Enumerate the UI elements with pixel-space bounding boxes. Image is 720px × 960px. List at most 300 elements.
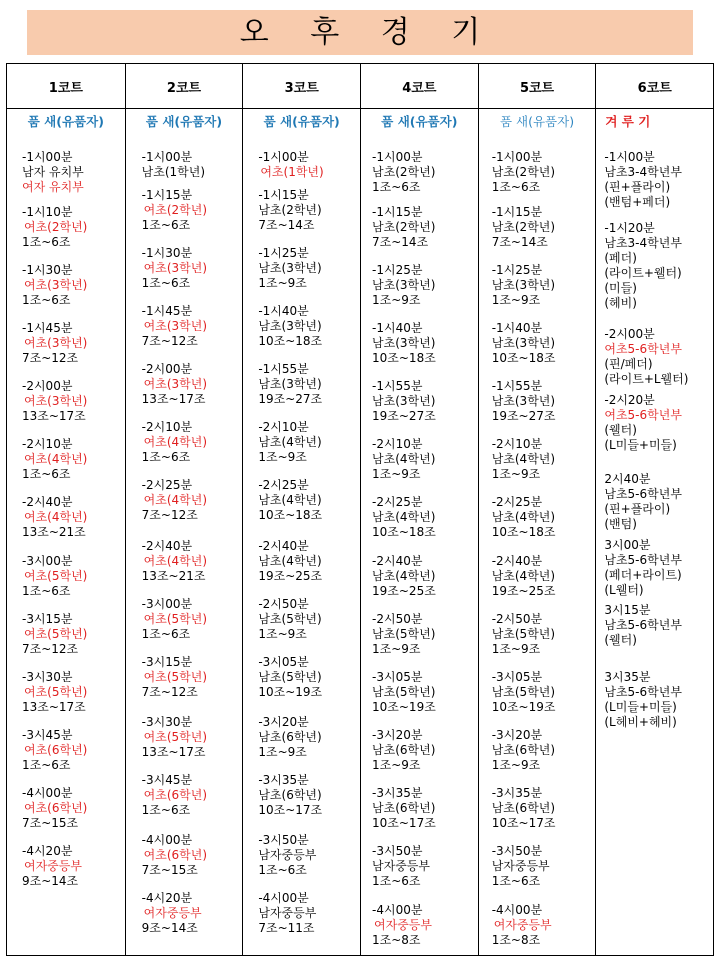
entry-groups: 1조~6조 [141,627,191,641]
schedule-entry [361,903,478,948]
entry-division: 남초5-6학년부 [604,553,682,567]
schedule-table [6,63,714,956]
entry-division: 남초(3학년) [258,261,322,275]
entry-division: 남초(4학년) [258,493,322,507]
entry-weight-class: (페더+라이트) [604,568,682,582]
entry-division: 여초(3학년) [143,377,208,391]
entry-time: -4시00분 [141,833,193,847]
entry-weight-class: (페더) [604,251,637,265]
entry-time: -4시20분 [141,891,193,905]
schedule-entry [479,786,596,831]
schedule-entry [479,554,596,599]
entry-time: -4시00분 [22,786,73,800]
schedule-entry [596,538,713,598]
entry-groups: 9조~14조 [22,874,79,888]
schedule-entry [479,321,596,366]
entry-time: -1시25분 [491,263,543,277]
entry-groups: 1조~9조 [258,450,307,464]
entry-division: 남초(6학년) [491,743,556,757]
entry-time: -1시00분 [491,150,543,164]
entry-groups: 1조~6조 [22,235,71,249]
entry-groups: 1조~6조 [141,276,191,290]
entry-division: 여초(5학년) [24,627,88,641]
entry-time: -1시15분 [372,205,423,219]
schedule-entry [126,150,243,180]
entry-time: -2시50분 [491,612,543,626]
entry-groups: 1조~9조 [491,758,541,772]
entry-division: 남초(3학년) [258,377,322,391]
schedule-entry [361,150,478,195]
schedule-entry [126,833,243,878]
entry-time: -1시15분 [491,205,543,219]
entry-weight-class: (핀/페더) [604,357,653,371]
entry-division: 여자중등부 [374,918,432,932]
entry-time: -1시55분 [372,379,423,393]
entry-division: 남초(3학년) [491,336,556,350]
entry-time: -3시20분 [372,728,423,742]
entry-groups: 13조~17조 [141,392,206,406]
court-header: 6코트 [596,64,713,109]
entry-weight-class: (핀+플라이) [604,502,671,516]
entry-division: 여초(4학년) [24,510,88,524]
entry-time: -2시10분 [22,437,73,451]
entry-division: 여초(2학년) [24,220,88,234]
entry-division: 남자 유치부 [22,165,84,179]
entry-time: -3시50분 [491,844,543,858]
entry-time: -3시00분 [22,554,73,568]
schedule-entry [126,246,243,291]
schedule-entry [7,263,125,308]
schedule-entry [243,715,360,760]
entry-division: 남초(4학년) [372,510,436,524]
entry-time: -1시00분 [604,150,655,164]
schedule-entry [596,603,713,648]
entry-division: 남초(5학년) [258,670,322,684]
schedule-entry [243,891,360,936]
entry-division: 여초(3학년) [24,336,88,350]
entry-groups: 13조~17조 [141,745,206,759]
schedule-entry [126,420,243,465]
entry-groups: 10조~18조 [491,351,556,365]
entry-time: 3시35분 [604,670,651,684]
entry-division: 남초(5학년) [491,685,556,699]
entry-groups: 7조~12조 [141,685,198,699]
entry-groups: 1조~8조 [372,933,421,947]
entry-division: 여초(3학년) [143,319,208,333]
entry-division: 여초(3학년) [24,278,88,292]
schedule-entry [361,321,478,366]
entry-time: -3시35분 [372,786,423,800]
court-header: 4코트 [361,64,478,109]
entry-division: 여자중등부 [143,906,202,920]
schedule-entry [7,728,125,773]
entry-weight-class: (라이트+L웰터) [604,372,689,386]
entry-groups: 9조~14조 [141,921,198,935]
entry-groups: 1조~6조 [22,584,71,598]
schedule-entry [361,612,478,657]
event-subtitle: 품 새(유품자) [263,114,340,129]
entry-groups: 1조~6조 [141,218,191,232]
entry-groups: 1조~9조 [258,745,307,759]
schedule-entry [479,728,596,773]
entry-time: -3시05분 [372,670,423,684]
schedule-entry [479,495,596,540]
entry-division: 남초(2학년) [372,220,436,234]
schedule-entry [7,437,125,482]
entry-division: 여초5-6학년부 [604,408,682,422]
schedule-entry [479,844,596,889]
schedule-entry [361,379,478,424]
schedule-entry [479,612,596,657]
entry-time: -3시35분 [491,786,543,800]
entry-groups: 13조~17조 [22,700,86,714]
schedule-entry [7,379,125,424]
entry-time: -2시40분 [258,539,309,553]
entry-groups: 1조~9조 [372,293,421,307]
entry-division: 여초5-6학년부 [604,342,682,356]
entry-groups: 1조~9조 [258,276,307,290]
entry-groups: 1조~6조 [258,863,307,877]
schedule-entry [361,728,478,773]
schedule-entry [126,304,243,349]
entry-division: 여초(4학년) [143,493,208,507]
schedule-entry [243,246,360,291]
entry-division: 남초(4학년) [372,569,436,583]
event-subtitle: 겨 루 기 [605,114,651,129]
entry-time: -2시00분 [604,327,655,341]
entry-division: 여초(6학년) [24,743,88,757]
entry-groups: 1조~6조 [22,467,71,481]
entry-groups: 10조~19조 [372,700,436,714]
schedule-entry [7,495,125,540]
entry-groups: 10조~17조 [372,816,436,830]
schedule-entry [361,786,478,831]
entry-time: -2시10분 [258,420,309,434]
entry-groups: 1조~6조 [372,180,421,194]
entry-groups: 7조~14조 [372,235,429,249]
entry-groups: 10조~18조 [258,334,323,348]
entry-division: 남초(5학년) [372,627,436,641]
entry-groups: 1조~6조 [22,758,71,772]
entry-groups: 1조~6조 [141,803,191,817]
entry-weight-class: (웰터) [604,423,637,437]
court-column-1 [7,64,125,955]
entry-time: -3시35분 [258,773,309,787]
entry-time: -3시20분 [258,715,309,729]
schedule-entry [7,670,125,715]
entry-division: 남자중등부 [491,859,550,873]
schedule-entry [243,655,360,700]
entry-time: -2시10분 [491,437,543,451]
entry-groups: 19조~27조 [258,392,323,406]
entry-division: 여초(4학년) [24,452,88,466]
entry-division: 남초(1학년) [141,165,206,179]
entry-time: -2시10분 [372,437,423,451]
entry-division: 여초(5학년) [24,685,88,699]
entry-groups: 10조~17조 [258,803,323,817]
schedule-entry [479,379,596,424]
entry-division: 남초(3학년) [491,394,556,408]
schedule-entry [243,150,360,180]
entry-division: 여초(5학년) [143,612,208,626]
entry-time: -2시00분 [141,362,193,376]
schedule-entry [243,833,360,878]
entry-time: -1시15분 [141,188,193,202]
entry-groups: 10조~18조 [491,525,556,539]
entry-time: -3시45분 [22,728,73,742]
entry-division: 남초(3학년) [491,278,556,292]
entry-groups: 1조~9조 [491,642,541,656]
entry-division: 남초3-4학년부 [604,236,682,250]
schedule-entry [7,612,125,657]
entry-time: -3시30분 [141,715,193,729]
entry-weight-class: (라이트+웰터) [604,266,682,280]
entry-groups: 1조~6조 [372,874,421,888]
entry-division: 남자중등부 [258,848,317,862]
schedule-entry [479,670,596,715]
entry-time: -2시25분 [258,478,309,492]
entry-groups: 7조~12조 [22,642,79,656]
court-header: 5코트 [479,64,596,109]
entry-time: -1시55분 [258,362,309,376]
schedule-entry [7,150,125,195]
entry-division: 여초(6학년) [143,788,208,802]
schedule-entry [479,150,596,195]
schedule-entry [361,495,478,540]
schedule-entry [243,304,360,349]
entry-division: 남초(6학년) [372,743,436,757]
schedule-entry [243,362,360,407]
entry-division: 남초(5학년) [491,627,556,641]
entry-time: -2시50분 [372,612,423,626]
entry-groups: 19조~25조 [372,584,436,598]
entry-division: 여초(3학년) [24,394,88,408]
entry-groups: 1조~9조 [258,627,307,641]
schedule-entry [596,150,713,210]
entry-groups: 1조~9조 [372,758,421,772]
schedule-entry [361,670,478,715]
entry-groups: 19조~25조 [491,584,556,598]
entry-time: 2시40분 [604,472,651,486]
event-subtitle: 품 새(유품자) [499,114,575,129]
schedule-entry [596,393,713,453]
schedule-entry [7,321,125,366]
entry-division: 남초5-6학년부 [604,487,682,501]
schedule-entry [596,670,713,730]
entry-groups: 7조~12조 [22,351,79,365]
schedule-entry [7,786,125,831]
schedule-entry [243,773,360,818]
schedule-entry [126,773,243,818]
entry-division: 남초(5학년) [372,685,436,699]
entry-division: 남초(3학년) [372,394,436,408]
entry-groups: 7조~12조 [141,334,198,348]
entry-division: 남초(6학년) [258,788,322,802]
entry-time: -1시45분 [141,304,193,318]
event-subtitle: 품 새(유품자) [27,114,104,129]
schedule-entry [479,263,596,308]
entry-division: 남자중등부 [372,859,430,873]
entry-groups: 7조~15조 [22,816,79,830]
entry-time: -1시00분 [372,150,423,164]
court-column-6 [595,64,713,955]
entry-division: 여자 유치부 [22,180,84,194]
entry-time: -3시30분 [22,670,73,684]
entry-division: 여초(5학년) [24,569,88,583]
entry-time: -3시45분 [141,773,193,787]
court-header: 2코트 [126,64,243,109]
entry-division: 남초(3학년) [372,336,436,350]
entry-groups: 10조~18조 [258,508,323,522]
entry-time: -2시25분 [372,495,423,509]
entry-division: 남초(6학년) [491,801,556,815]
schedule-entry [7,554,125,599]
court-column-4 [360,64,478,955]
entry-weight-class: (L웰터) [604,583,644,597]
entry-weight-class: (웰터) [604,633,637,647]
entry-time: -1시25분 [372,263,423,277]
schedule-entry [596,472,713,532]
entry-groups: 1조~9조 [491,293,541,307]
entry-time: -2시25분 [141,478,193,492]
entry-division: 남초(2학년) [372,165,436,179]
schedule-entry [126,539,243,584]
entry-time: -1시00분 [22,150,73,164]
entry-groups: 1조~9조 [372,642,421,656]
entry-groups: 7조~14조 [491,235,548,249]
schedule-entry [243,188,360,233]
entry-division: 남초(5학년) [258,612,322,626]
schedule-entry [126,597,243,642]
entry-groups: 1조~6조 [141,450,191,464]
entry-groups: 10조~18조 [372,351,436,365]
entry-weight-class: (L미들+미들) [604,700,677,714]
schedule-entry [126,655,243,700]
entry-time: -1시40분 [258,304,309,318]
entry-groups: 1조~6조 [491,180,541,194]
entry-groups: 10조~18조 [372,525,436,539]
entry-division: 남자중등부 [258,906,317,920]
entry-groups: 19조~27조 [491,409,556,423]
entry-division: 여자중등부 [493,918,552,932]
entry-division: 여초(1학년) [260,165,324,179]
entry-time: -1시40분 [491,321,543,335]
entry-time: -1시55분 [491,379,543,393]
entry-division: 여초(5학년) [143,730,208,744]
entry-groups: 7조~11조 [258,921,315,935]
entry-weight-class: (핀+플라이) [604,180,671,194]
schedule-entry [243,539,360,584]
entry-time: -1시40분 [372,321,423,335]
entry-weight-class: (밴텀) [604,517,637,531]
entry-time: -1시15분 [258,188,309,202]
title-banner [27,10,693,55]
entry-time: -3시05분 [491,670,543,684]
entry-weight-class: (L미들+미들) [604,438,677,452]
entry-weight-class: (미들) [604,281,637,295]
entry-division: 남초(4학년) [258,435,322,449]
schedule-entry [361,844,478,889]
schedule-entry [479,205,596,250]
entry-division: 남초(4학년) [258,554,322,568]
entry-time: 3시15분 [604,603,651,617]
entry-time: -1시10분 [22,205,73,219]
page-title: 오 후 경 기 [239,14,497,50]
entry-time: -2시00분 [22,379,73,393]
entry-division: 남초(3학년) [372,278,436,292]
schedule-entry [243,420,360,465]
entry-division: 남초(3학년) [258,319,322,333]
entry-groups: 10조~17조 [491,816,556,830]
entry-time: -3시50분 [372,844,423,858]
schedule-entry [126,891,243,936]
schedule-entry [479,437,596,482]
schedule-entry [361,554,478,599]
entry-time: -2시40분 [22,495,73,509]
schedule-entry [361,263,478,308]
schedule-entry [596,327,713,387]
entry-division: 남초5-6학년부 [604,685,682,699]
entry-groups: 13조~21조 [22,525,86,539]
schedule-entry [7,844,125,889]
entry-time: -2시20분 [604,393,655,407]
entry-time: -4시00분 [491,903,543,917]
entry-time: 3시00분 [604,538,651,552]
court-column-5 [478,64,596,955]
entry-time: -2시50분 [258,597,309,611]
entry-division: 남초3-4학년부 [604,165,682,179]
schedule-entry [126,188,243,233]
entry-division: 여초(2학년) [143,203,208,217]
entry-time: -3시00분 [141,597,193,611]
entry-division: 남초(4학년) [491,569,556,583]
entry-division: 여자중등부 [24,859,82,873]
entry-division: 여초(5학년) [143,670,208,684]
entry-division: 남초(4학년) [372,452,436,466]
schedule-entry [7,205,125,250]
schedule-entry [596,221,713,311]
entry-time: -1시00분 [141,150,193,164]
entry-division: 여초(6학년) [143,848,208,862]
event-subtitle: 품 새(유품자) [381,114,458,129]
entry-time: -2시10분 [141,420,193,434]
entry-groups: 19조~25조 [258,569,323,583]
court-header: 3코트 [243,64,360,109]
event-subtitle: 품 새(유품자) [145,114,223,129]
entry-division: 남초(2학년) [491,220,556,234]
entry-groups: 1조~6조 [491,874,541,888]
entry-division: 남초(6학년) [258,730,322,744]
entry-time: -1시45분 [22,321,73,335]
entry-time: -3시20분 [491,728,543,742]
schedule-entry [243,478,360,523]
entry-division: 남초(4학년) [491,452,556,466]
entry-groups: 7조~14조 [258,218,315,232]
court-column-3 [242,64,360,955]
entry-division: 남초(2학년) [258,203,322,217]
schedule-entry [361,437,478,482]
entry-groups: 10조~19조 [258,685,323,699]
schedule-entry [243,597,360,642]
entry-groups: 1조~9조 [372,467,421,481]
entry-time: -4시20분 [22,844,73,858]
entry-division: 남초(6학년) [372,801,436,815]
entry-time: -4시00분 [258,891,309,905]
entry-time: -3시05분 [258,655,309,669]
entry-groups: 19조~27조 [372,409,436,423]
entry-time: -3시50분 [258,833,309,847]
entry-time: -1시00분 [258,150,309,164]
